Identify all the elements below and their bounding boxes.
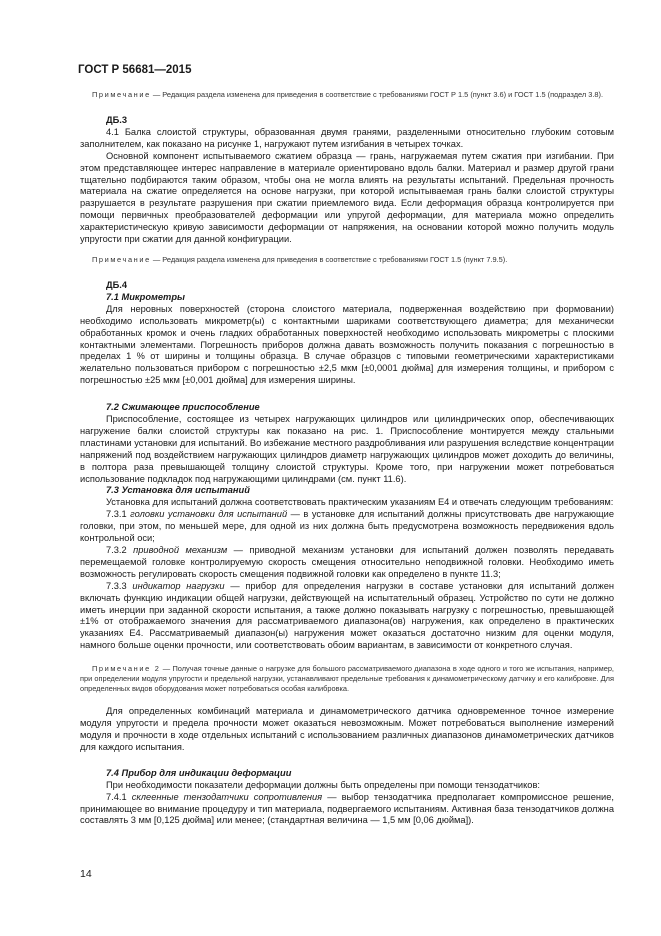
subsection-7-2-title: 7.2 Сжимающее приспособление: [106, 402, 260, 413]
note-text: — Получая точные данные о нагрузке для большого рассматриваемого диапазона в ходе одного и того же испытания, например, при определении модуля упругости и предельной нагрузки, устанавливают предельные требования к динамометрическому датчику и его калибровке. Для определенных видов оборудования может потребоваться особая калибровка.: [80, 664, 614, 694]
clause-term: головки установки для испытаний: [130, 509, 288, 520]
clause-7-3-2: [80, 545, 614, 581]
clause-7-3-3: [80, 581, 614, 652]
clause-7-4-1: [80, 792, 614, 828]
note-text: — Редакция раздела изменена для приведения в соответствие с требованиями ГОСТ Р 1.5 (пункт 3.6) и ГОСТ 1.5 (подраздел 3.8).: [150, 90, 604, 99]
note-1: [80, 90, 614, 100]
paragraph: 4.1 Балка слоистой структуры, образованная двумя гранями, разделенными относительно глубоким сотовым заполнителем, как показано на рисунке 1, нагружают путем изгибания в четырех точках.: [80, 126, 614, 149]
subsection-7-1-title: 7.1 Микрометры: [106, 291, 185, 302]
clause-7-3-1: [80, 509, 614, 545]
clause-number: 7.3.3: [106, 580, 133, 591]
clause-term: приводной механизм: [133, 545, 228, 555]
section-db4-title: ДБ.4: [106, 279, 128, 290]
paragraph: Приспособление, состоящее из четырех нагружающих цилиндров или цилиндрических опор, обеспечивающих нагружение балки слоистой структуры как показано на рис. 1. Приспособление монтируется между стальными пластинами установки для испытаний. Во избежание местного раздробливания или разрушения вследствие концентрации напряжений под воздействием нагружающих цилиндров диаметр нагружающих цилиндров может доходить до величины, в полтора раза превышающей толщину слоистой структуры. Кроме того, при нагружении может потребоваться использование подкладок под нагружающими цилиндрами (см. пункт 11.6).: [80, 414, 614, 484]
paragraph: Установка для испытаний должна соответствовать практическим указаниям Е4 и отвечать следующим требованиям:: [106, 497, 614, 508]
note-label: Примечание: [92, 90, 151, 99]
clause-text: — прибор для определения нагрузки в составе установки для испытаний должен включать функцию индикации общей нагрузки, действующей на испытательный образец. Устройство по сути не должно иметь инерции при заданной скорости испытания, а также должно показывать нагрузку с погрешностью, превышающей ±1% от отображаемого значения для рассматриваемого диапазона(ов) нагружения, как определено в практических указаниях Е4. Рассматриваемый диапазон(ы) нагружения может оказаться достаточно низким для оценки модуля, намного больше оценки прочности, или соответствовать обоим вариантам, в зависимости от конкретного случая.: [80, 580, 614, 651]
note-label: Примечание 2: [92, 664, 161, 674]
clause-text: — в установке для испытаний должны присутствовать две нагружающие головки, при этом, по меньшей мере, для одной из них должна быть предусмотрена возможность передвижения вдоль контрольной оси;: [80, 509, 614, 544]
clause-term: индикатор нагрузки: [132, 580, 225, 591]
section-db3-title: ДБ.3: [106, 115, 128, 125]
note-text: — Редакция раздела изменена для приведения в соответствие с требованиями ГОСТ 1.5 (пункт 7.9.5).: [150, 254, 508, 264]
paragraph: Для определенных комбинаций материала и динамометрического датчика одновременное точное измерение модуля упругости и предела прочности может оказаться невозможным. Может потребоваться выполнение измерений модуля и прочности в ходе отдельных испытаний с использованием различных диапазонов динамометрических датчиков для каждого испытания.: [80, 706, 614, 752]
clause-number: 7.3.2: [106, 545, 134, 555]
paragraph: При необходимости показатели деформации должны быть определены при помощи тензодатчиков:: [106, 779, 540, 790]
note-label: Примечание: [92, 254, 151, 264]
paragraph: Для неровных поверхностей (сторона слоистого материала, подверженная воздействию при формовании) необходимо использовать микрометр(ы) с контактными шариками соответствующего диаметра; для механически обработанных кромок и очень гладких обработанных поверхностей необходимо использовать микрометры с плоскими контактными элементами. Погрешность приборов должна давать возможность получить показания с погрешностью в пределах 1 % от ширины и толщины образца. В случае образцов с типовыми геометрическими характеристиками желательно пользоваться прибором с погрешностью ±2,5 мкм [±0,0001 дюйма] для измерения толщины, и прибором с погрешностью ±25 мкм [±0,001 дюйма] для измерения ширины.: [80, 303, 614, 386]
note-3: [80, 664, 614, 694]
subsection-7-3-title: 7.3 Установка для испытаний: [106, 485, 250, 496]
clause-text: — приводной механизм установки для испытаний должен позволять передавать перемещаемой головке контролируемую скорость смещения относительно неподвижной головки. Необходимо иметь возможность регулировать скорость смещения подвижной головки как определено в пункте 11.3;: [80, 545, 614, 579]
paragraph: Основной компонент испытываемого сжатием образца — грань, нагружаемая путем сжатия при изгибании. При этом представляющее интерес направление в материале ориентировано вдоль балки. Материал и размер другой грани тщательно подбираются таким образом, чтобы она не могла влиять на результаты испытаний. Предельная прочность материала на сжатие определяется на основе нагрузки, при которой испытываемая грань балки слоистой структуры разрушается в результате разрушения при сжатии приемлемого вида. Если деформация образца контролируется при помощи первичных преобразователей деформации или упругой деформации, для материала можно определить характеристическую кривую зависимости деформации от напряжения, на основании которой можно получить модуль упругости при сжатии для данной конфигурации.: [80, 150, 614, 245]
clause-number: 7.3.1: [106, 509, 131, 520]
clause-text: — выбор тензодатчика предполагает компромиссное решение, принимающее во внимание процедуру и тип материала, подвергаемого испытаниям. Активная база тензодатчиков должна составлять 3 мм [0,125 дюйма] или менее; (стандартная величина — 1,5 мм [0,06 дюйма]).: [80, 791, 614, 826]
clause-term: склеенные тензодатчики сопротивления: [131, 791, 323, 802]
subsection-7-4-title: 7.4 Прибор для индикации деформации: [106, 767, 292, 778]
document-header: ГОСТ Р 56681—2015: [78, 64, 192, 76]
page-number: 14: [80, 868, 92, 880]
note-2: [80, 255, 614, 265]
page-content: [80, 86, 614, 827]
clause-number: 7.4.1: [106, 791, 132, 802]
